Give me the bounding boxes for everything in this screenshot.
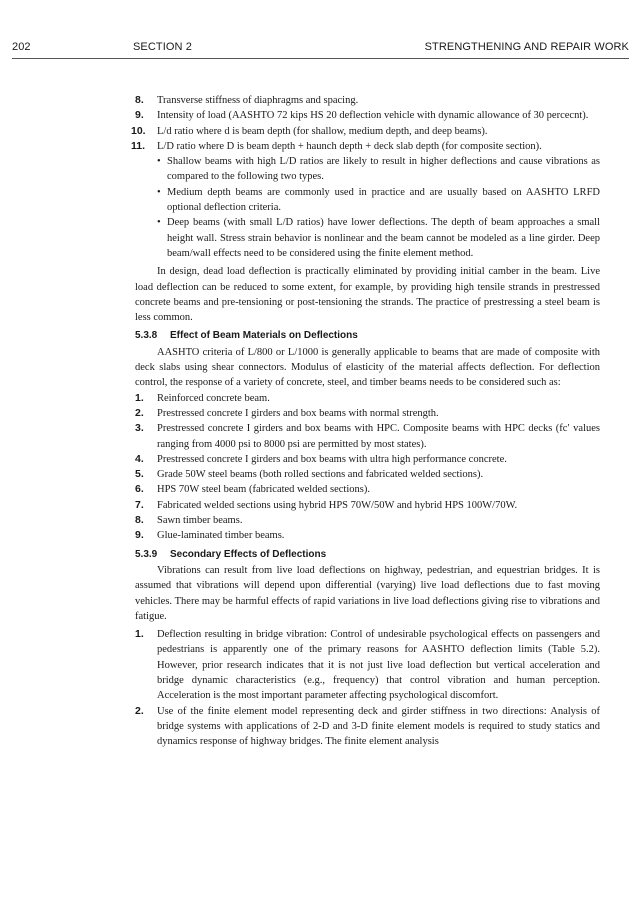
- list-text: Transverse stiffness of diaphragms and spacing.: [157, 95, 359, 106]
- paragraph: AASHTO criteria of L/800 or L/1000 is generally applicable to beams that are made of composite with deck slabs using shear connectors. Modulus of elasticity of the material affects deflection. For deflection control, the response of a variety of concrete, steel, and timber beams needs to be considered such as:: [135, 346, 600, 389]
- section-title: Secondary Effects of Deflections: [170, 548, 327, 560]
- page-number: 202: [12, 41, 31, 53]
- bullet-item: [135, 154, 600, 185]
- list-number: 8.: [135, 94, 144, 106]
- bullet-item: [135, 215, 600, 261]
- list-item: [135, 391, 600, 406]
- list-item: [135, 528, 600, 543]
- bullet-text: Medium depth beams are commonly used in practice and are usually based on AASHTO LRFD optional deflection criteria.: [167, 186, 600, 214]
- list-text: Reinforced concrete beam.: [157, 392, 270, 404]
- list-item: [135, 704, 600, 750]
- bullet-icon: •: [157, 217, 161, 229]
- section-label: SECTION 2: [133, 41, 192, 53]
- list-item: [135, 406, 600, 421]
- list-item: [135, 627, 600, 703]
- list-text: HPS 70W steel beam (fabricated welded sections).: [157, 484, 370, 496]
- list-number: 5.: [135, 468, 144, 481]
- list-text: Sawn timber beams.: [157, 515, 243, 527]
- list-number: 1.: [135, 628, 144, 641]
- running-head: [12, 41, 629, 57]
- list-text: Prestressed concrete I girders and box beams with ultra high performance concrete.: [157, 453, 507, 465]
- section-heading: [135, 547, 600, 562]
- list-number: 10.: [131, 124, 146, 137]
- page-body: [131, 93, 600, 749]
- list-number: 4.: [135, 452, 144, 465]
- list-number: 2.: [135, 406, 144, 419]
- section-heading: [135, 328, 600, 343]
- list-text: Deflection resulting in bridge vibration: Control of undesirable psychological effects on passengers and pedestrians is apparently one of the primary reasons for AASHTO deflection limits (Table 5.2). However, prior research indicates that it is not just live load deflection but vertical acceleration and bridge dynamic characteristics (e.g., frequency) that control vibration and human perception. Acceleration is the most important parameter affecting psychological discomfort.: [157, 629, 600, 702]
- header-divider: [12, 58, 629, 59]
- list-number: 7.: [135, 498, 144, 511]
- list-text: Prestressed concrete I girders and box beams with normal strength.: [157, 407, 439, 419]
- list-item: [135, 421, 600, 452]
- list-number: 6.: [135, 483, 144, 496]
- bullet-text: Deep beams (with small L/D ratios) have lower deflections. The depth of beam approaches a small height wall. Stress strain behavior is nonlinear and the beam cannot be modeled as a line girder. Deep beam/wall effects need to be considered using the finite element method.: [167, 217, 600, 259]
- bullet-icon: •: [157, 186, 161, 198]
- section-number: 5.3.9: [135, 548, 158, 560]
- chapter-title: STRENGTHENING AND REPAIR WORK: [424, 41, 629, 53]
- list-item: [135, 467, 600, 482]
- list-text: Intensity of load (AASHTO 72 kips HS 20 deflection vehicle with dynamic allowance of 30 percecnt).: [157, 110, 589, 122]
- section-number: 5.3.8: [135, 330, 158, 342]
- list-item: [131, 139, 600, 154]
- list-number: 11.: [131, 139, 146, 152]
- list-item: [135, 513, 600, 528]
- list-text: Prestressed concrete I girders and box beams with HPC. Composite beams with HPC decks (fc′ values ranging from 4000 psi to 8000 psi are permitted by most states).: [157, 423, 600, 450]
- bullet-icon: •: [157, 156, 161, 168]
- list-text: Fabricated welded sections using hybrid HPS 70W/50W and hybrid HPS 100W/70W.: [157, 499, 518, 511]
- list-text: Use of the finite element model representing deck and girder stiffness in two directions: Analysis of bridge systems with applications of 2-D and 3-D finite element models is required to study statics and dynamics response of highway bridges. The finite element analysis: [157, 705, 600, 748]
- list-item: [131, 124, 600, 139]
- list-text: L/D ratio where D is beam depth + haunch depth + deck slab depth (for composite section).: [157, 140, 542, 152]
- bullet-text: Shallow beams with high L/D ratios are likely to result in higher deflections and cause vibrations as compared to the following two types.: [167, 156, 600, 183]
- bullet-item: [135, 185, 600, 216]
- list-text: Glue-laminated timber beams.: [157, 530, 285, 542]
- list-number: 3.: [135, 422, 144, 435]
- list-number: 8.: [135, 514, 144, 527]
- list-number: 9.: [135, 109, 144, 122]
- list-item: [135, 482, 600, 497]
- section-title: Effect of Beam Materials on Deflections: [170, 330, 358, 342]
- list-text: L/d ratio where d is beam depth (for shallow, medium depth, and deep beams).: [157, 125, 488, 137]
- list-text: Grade 50W steel beams (both rolled sections and fabricated welded sections).: [157, 469, 484, 481]
- list-number: 1.: [135, 391, 144, 404]
- list-number: 2.: [135, 704, 144, 717]
- list-item: [135, 498, 600, 513]
- list-item: [135, 93, 600, 108]
- list-item: [135, 452, 600, 467]
- paragraph: In design, dead load deflection is practically eliminated by providing initial camber in the beam. Live load deflection can be reduced to some extent, for example, by providing high tensile strands in prestressed concrete beams and pre-tensioning or post-tensioning the strands. The practice of prestressing a steel beam is less common.: [135, 266, 600, 324]
- list-number: 9.: [135, 529, 144, 542]
- list-item: [135, 108, 600, 123]
- paragraph: Vibrations can result from live load deflections on highway, pedestrian, and equestrian bridges. It is assumed that vibrations will depend upon differential (varying) live load deflections due to fast moving vehicles. There may be harmful effects of rapid variations in live load deflections giving rise to vibrations and fatigue.: [135, 564, 600, 622]
